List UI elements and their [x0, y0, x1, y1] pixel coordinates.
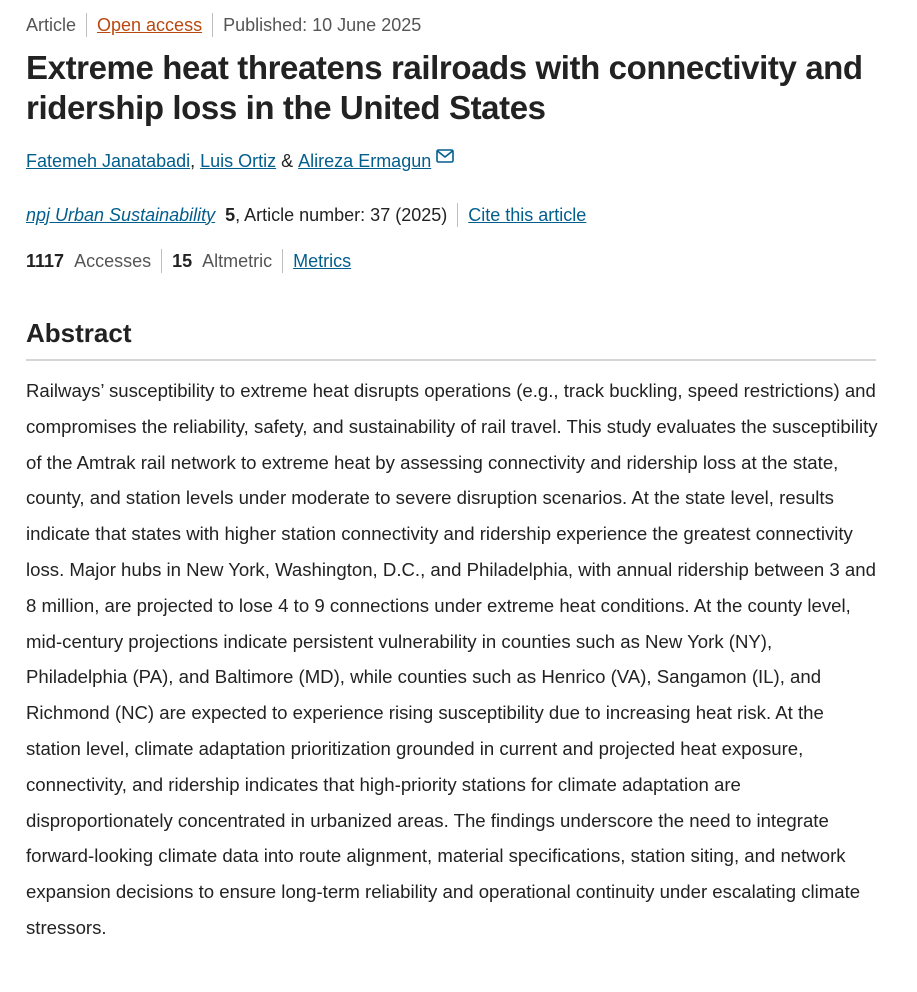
accesses-label: Accesses: [74, 250, 152, 271]
altmetric-count: 15: [172, 250, 193, 271]
article-metrics: [26, 249, 351, 273]
author-link[interactable]: Alireza Ermagun: [298, 151, 432, 171]
divider: [161, 249, 162, 273]
abstract-text: Railways’ susceptibility to extreme heat disrupts operations (e.g., track buckling, speed restrictions) and compromises the reliability, safety, and sustainability of rail travel. This study evaluates the susceptibility of the Amtrak rail network to extreme heat by assessing connectivity and ridership loss at the state, county, and station levels under moderate to severe disruption scenarios. At the state level, results indicate that states with higher station connectivity and ridership experience the greatest connectivity loss. Major hubs in New York, Washington, D.C., and Philadelphia, with annual ridership between 3 and 8 million, are projected to lose 4 to 9 connections under extreme heat conditions. At the county level, mid-century projections indicate persistent vulnerability in counties such as New York (NY), Philadelphia (PA), and Baltimore (MD), while counties such as Henrico (VA), Sangamon (IL), and Richmond (NC) are expected to experience rising susceptibility due to increasing heat risk. At the station level, climate adaptation prioritization grounded in current and projected heat exposure, connectivity, and ridership indicates that high-priority stations for climate adaptation are disproportionately concentrated in urbanized areas. The findings underscore the need to integrate forward-looking climate data into route alignment, material specifications, station siting, and network expansion decisions to ensure long-term reliability and operational continuity under escalating climate stressors.: [26, 380, 878, 938]
article-type: Article: [26, 14, 77, 35]
abstract-heading: Abstract: [26, 318, 132, 348]
article-title: Extreme heat threatens railroads with connectivity and ridership loss in the United States: [26, 49, 863, 126]
article-number: , Article number: 37 (2025): [235, 204, 448, 225]
author-separator: &: [276, 151, 299, 171]
divider: [282, 249, 283, 273]
journal-volume: 5: [225, 204, 236, 225]
author-list: [26, 151, 454, 172]
author-link[interactable]: Luis Ortiz: [200, 151, 277, 171]
section-divider: [26, 359, 876, 361]
accesses-count: 1117: [26, 250, 65, 271]
altmetric-label: Altmetric: [202, 250, 273, 271]
journal-info: [26, 203, 586, 227]
article-meta: [26, 13, 421, 37]
divider: [457, 203, 458, 227]
open-access-link[interactable]: Open access: [97, 14, 203, 35]
cite-article-link[interactable]: Cite this article: [468, 204, 587, 225]
divider: [86, 13, 87, 37]
metrics-link[interactable]: Metrics: [293, 250, 352, 271]
author-separator: ,: [190, 151, 201, 171]
divider: [212, 13, 213, 37]
journal-link[interactable]: npj Urban Sustainability: [26, 204, 216, 225]
published-date: Published: 10 June 2025: [223, 14, 422, 35]
envelope-icon[interactable]: [436, 147, 454, 161]
author-link[interactable]: Fatemeh Janatabadi: [26, 151, 191, 171]
